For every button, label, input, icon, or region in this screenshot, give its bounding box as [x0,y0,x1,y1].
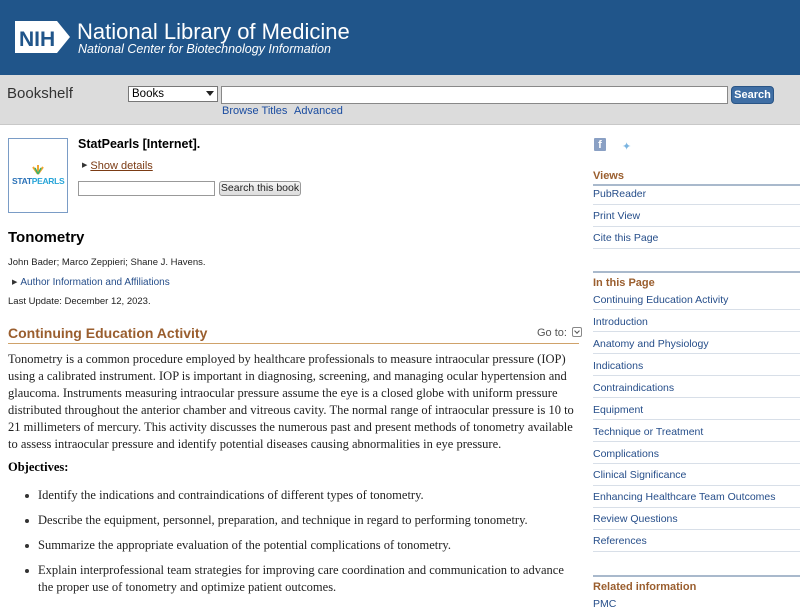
divider [593,353,800,354]
ncbi-header [0,0,800,75]
show-details-label: Show details [90,160,153,172]
facebook-icon[interactable]: f [594,138,606,151]
divider [593,309,800,310]
in-page-item[interactable]: Introduction [593,316,648,328]
divider [593,529,800,530]
list-item: Describe the equipment, personnel, preparation, and technique in regard to performing tonometry. [23,512,579,529]
print-view-link[interactable]: Print View [593,210,641,222]
last-update: Last Update: December 12, 2023. [8,296,151,307]
divider [593,375,800,376]
objectives-list [23,487,579,604]
browse-titles-link[interactable]: Browse Titles [222,105,288,117]
divider [593,226,800,227]
in-page-item[interactable]: Review Questions [593,513,678,525]
divider [593,507,800,508]
views-rule [593,184,800,186]
divider [593,551,800,552]
divider [593,397,800,398]
in-page-item[interactable]: Clinical Significance [593,469,687,481]
cover-logo-text: STATPEARLS [12,176,65,186]
statpearls-logo-icon [31,165,45,175]
goto-label: Go to: [537,327,567,339]
affiliations-label: Author Information and Affiliations [20,277,170,288]
site-title[interactable]: National Library of Medicine [77,19,350,44]
divider [593,204,800,205]
views-heading: Views [593,170,624,182]
book-search-input[interactable] [78,181,215,196]
section-heading: Continuing Education Activity [8,325,208,341]
in-page-item[interactable]: Contraindications [593,382,675,394]
author-affiliations-toggle[interactable] [12,277,170,288]
show-details-toggle[interactable] [82,160,153,172]
related-rule [593,575,800,577]
page-title: Tonometry [8,229,85,246]
divider [593,485,800,486]
book-title[interactable]: StatPearls [Internet]. [78,137,201,151]
list-item: Explain interprofessional team strategies for improving care coordination and communication to advance the proper use of tonometry and optimize patient outcomes. [23,562,579,596]
search-input[interactable] [221,86,728,104]
triangle-right-icon: ▶ [12,279,18,286]
list-item: Identify the indications and contraindications of different types of tonometry. [23,487,579,504]
divider [593,331,800,332]
site-subtitle[interactable]: National Center for Biotechnology Information [78,42,331,56]
twitter-icon[interactable]: ✦ [622,141,632,153]
in-page-item[interactable]: Complications [593,448,659,460]
in-page-item[interactable]: References [593,535,647,547]
in-page-item[interactable]: Equipment [593,404,644,416]
in-page-item[interactable]: Technique or Treatment [593,426,704,438]
in-page-item[interactable]: Anatomy and Physiology [593,338,709,350]
cite-page-link[interactable]: Cite this Page [593,232,659,244]
authors: John Bader; Marco Zeppieri; Shane J. Havens. [8,257,206,268]
in-page-rule [593,271,800,273]
divider [593,248,800,249]
chevron-down-icon [206,91,214,96]
nih-logo[interactable] [13,19,72,55]
search-this-book-button[interactable]: Search this book [220,182,300,194]
chevron-down-icon [572,327,582,337]
svg-text:NIH: NIH [19,28,56,51]
search-button[interactable]: Search [731,86,774,104]
pubreader-link[interactable]: PubReader [593,188,647,200]
in-page-item[interactable]: Enhancing Healthcare Team Outcomes [593,491,776,503]
in-page-item[interactable]: Continuing Education Activity [593,294,729,306]
triangle-right-icon: ▶ [82,162,88,169]
advanced-link[interactable]: Advanced [294,105,343,117]
section-paragraph: Tonometry is a common procedure employed by healthcare professionals to measure intraocular pressure (IOP) using a calibrated instrument. IOP is important in diagnosing, screening, and managing ocular hypertension and glaucoma. Instruments measuring intraocular pressure assume the eye is a closed globe with uniform pressure distributed throughout the anterior chamber and vitreous cavity. The normal range of intraocular pressure is 10 to 21 millimeters of mercury. This activity discusses the numerous past and present methods of tonometry available to assess intraocular pressure and identify potential diseases causing abnormalities in eye pressure. [8,352,574,451]
divider [593,419,800,420]
book-cover[interactable] [8,138,68,213]
divider [593,441,800,442]
section-divider [8,343,579,344]
in-page-heading: In this Page [593,277,655,289]
objectives-heading: Objectives: [8,460,69,474]
database-select[interactable] [128,86,218,102]
pmc-link[interactable]: PMC [593,598,617,610]
search-bar [0,75,800,125]
divider [593,463,800,464]
list-item: Summarize the appropriate evaluation of the potential complications of tonometry. [23,537,579,554]
goto-menu[interactable] [537,327,582,339]
database-select-value: Books [132,88,164,100]
related-heading: Related information [593,581,697,593]
bookshelf-label[interactable]: Bookshelf [7,85,73,102]
in-page-item[interactable]: Indications [593,360,644,372]
